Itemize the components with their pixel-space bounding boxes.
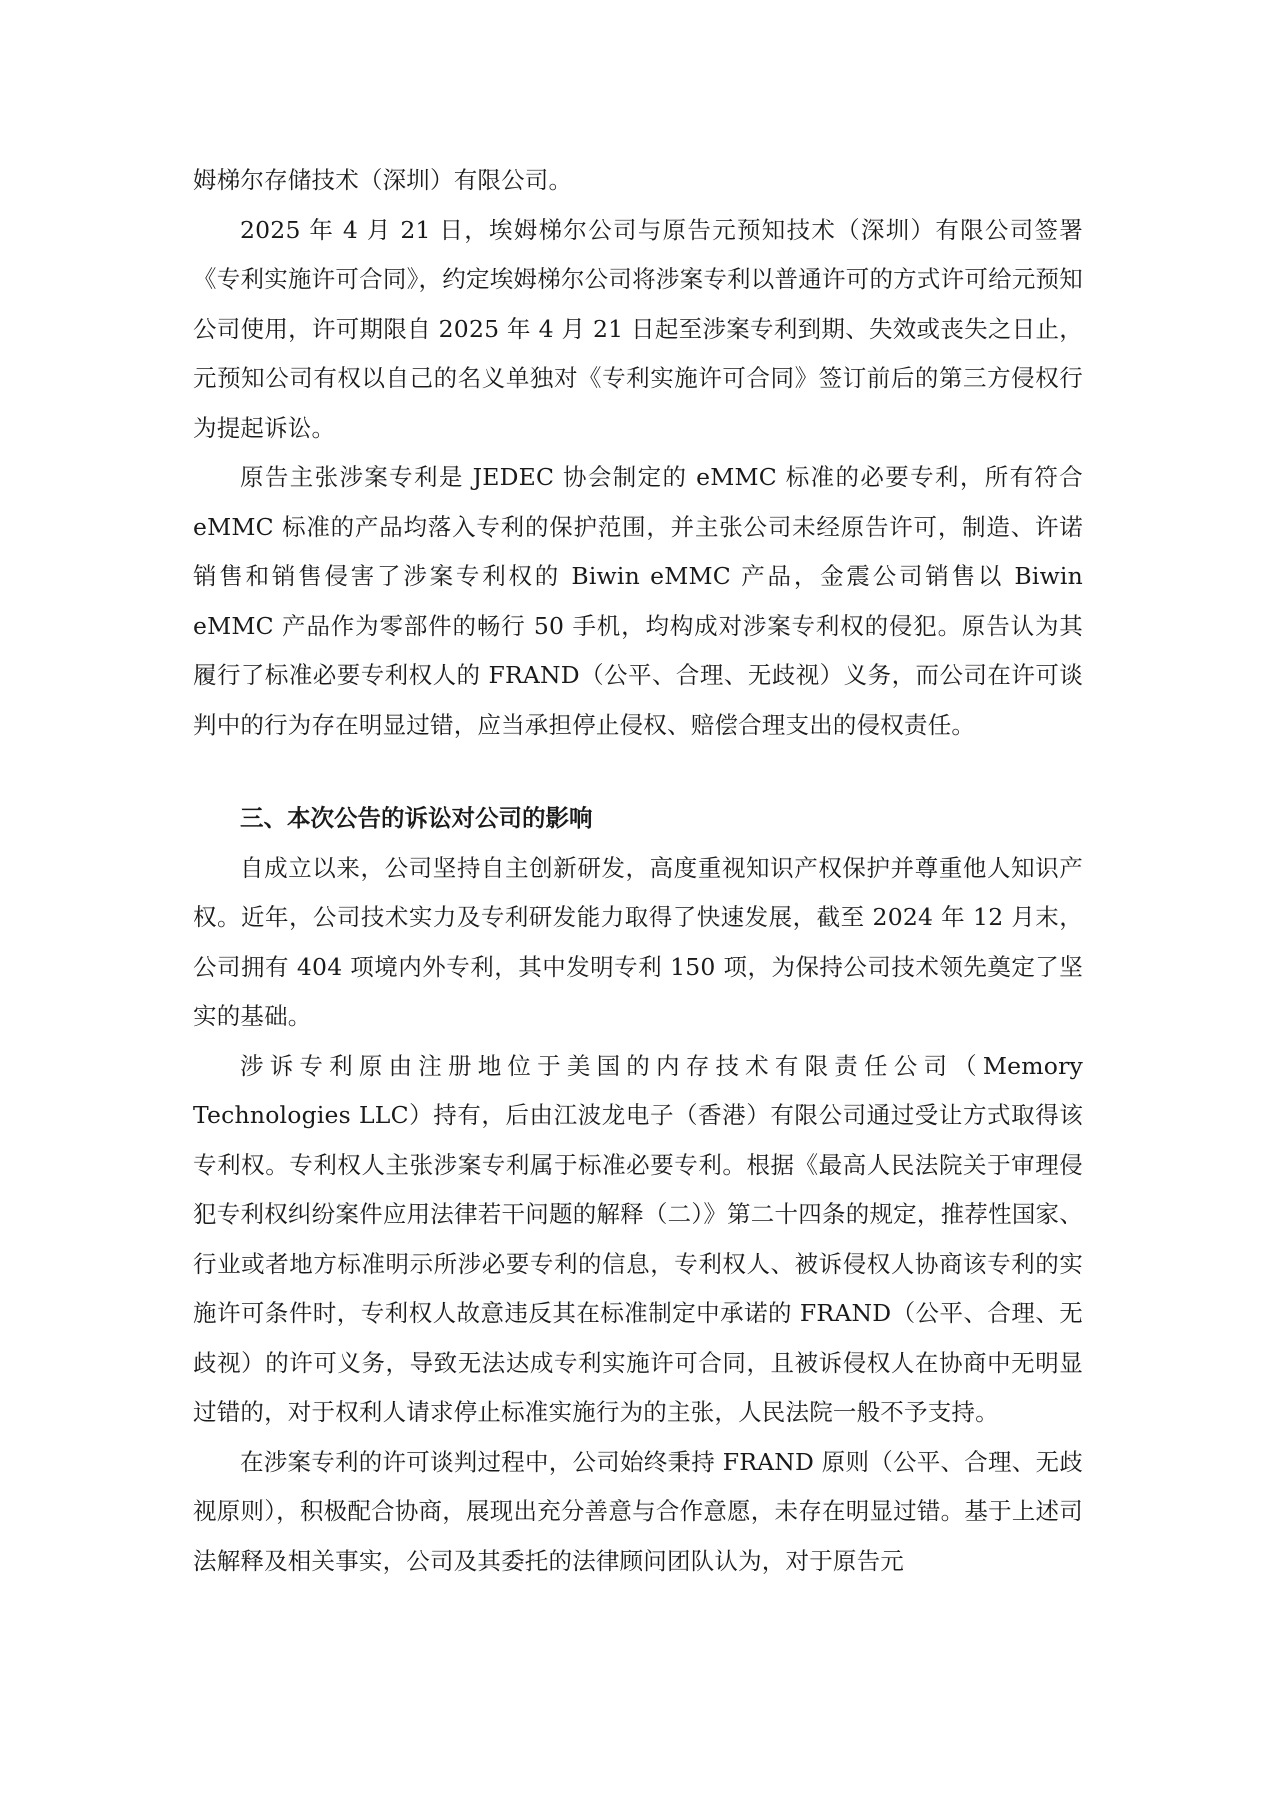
- section-heading: 三、本次公告的诉讼对公司的影响: [240, 804, 593, 832]
- document-page: [193, 156, 1083, 1586]
- paragraph-plaintiff-claim: 原告主张涉案专利是 JEDEC 协会制定的 eMMC 标准的必要专利，所有符合 eMMC 标准的产品均落入专利的保护范围，并主张公司未经原告许可，制造、许诺销售和销售侵害了涉案专利权的 Biwin eMMC 产品，金震公司销售以 Biwin eMMC 产品作为零部件的畅行 50 手机，均构成对涉案专利权的侵犯。原告认为其履行了标准必要专利权人的 FRAND（公平、合理、无歧视）义务，而公司在许可谈判中的行为存在明显过错，应当承担停止侵权、赔偿合理支出的侵权责任。: [193, 463, 1083, 739]
- paragraph-license-agreement: 2025 年 4 月 21 日，埃姆梯尔公司与原告元预知技术（深圳）有限公司签署《专利实施许可合同》，约定埃姆梯尔公司将涉案专利以普通许可的方式许可给元预知公司使用，许可期限自 2025 年 4 月 21 日起至涉案专利到期、失效或丧失之日止，元预知公司有权以自己的名义单独对《专利实施许可合同》签订前后的第三方侵权行为提起诉讼。: [193, 215, 1083, 442]
- paragraph-company-ip: 自成立以来，公司坚持自主创新研发，高度重视知识产权保护并尊重他人知识产权。近年，公司技术实力及专利研发能力取得了快速发展，截至 2024 年 12 月末，公司拥有 404 项境内外专利，其中发明专利 150 项，为保持公司技术领先奠定了坚实的基础。: [193, 853, 1083, 1030]
- paragraph-frand-negotiation: 在涉案专利的许可谈判过程中，公司始终秉持 FRAND 原则（公平、合理、无歧视原则），积极配合协商，展现出充分善意与合作意愿，未存在明显过错。基于上述司法解释及相关事实，公司及其委托的法律顾问团队认为，对于原告元: [193, 1447, 1083, 1575]
- paragraph-continuation: 姆梯尔存储技术（深圳）有限公司。: [193, 166, 573, 194]
- paragraph-patent-origin: 涉诉专利原由注册地位于美国的内存技术有限责任公司（Memory Technologies LLC）持有，后由江波龙电子（香港）有限公司通过受让方式取得该专利权。专利权人主张涉案专利属于标准必要专利。根据《最高人民法院关于审理侵犯专利权纠纷案件应用法律若干问题的解释（二）》第二十四条的规定，推荐性国家、行业或者地方标准明示所涉必要专利的信息，专利权人、被诉侵权人协商该专利的实施许可条件时，专利权人故意违反其在标准制定中承诺的 FRAND（公平、合理、无歧视）的许可义务，导致无法达成专利实施许可合同，且被诉侵权人在协商中无明显过错的，对于权利人请求停止标准实施行为的主张，人民法院一般不予支持。: [193, 1051, 1083, 1426]
- section-spacer: [193, 750, 1083, 794]
